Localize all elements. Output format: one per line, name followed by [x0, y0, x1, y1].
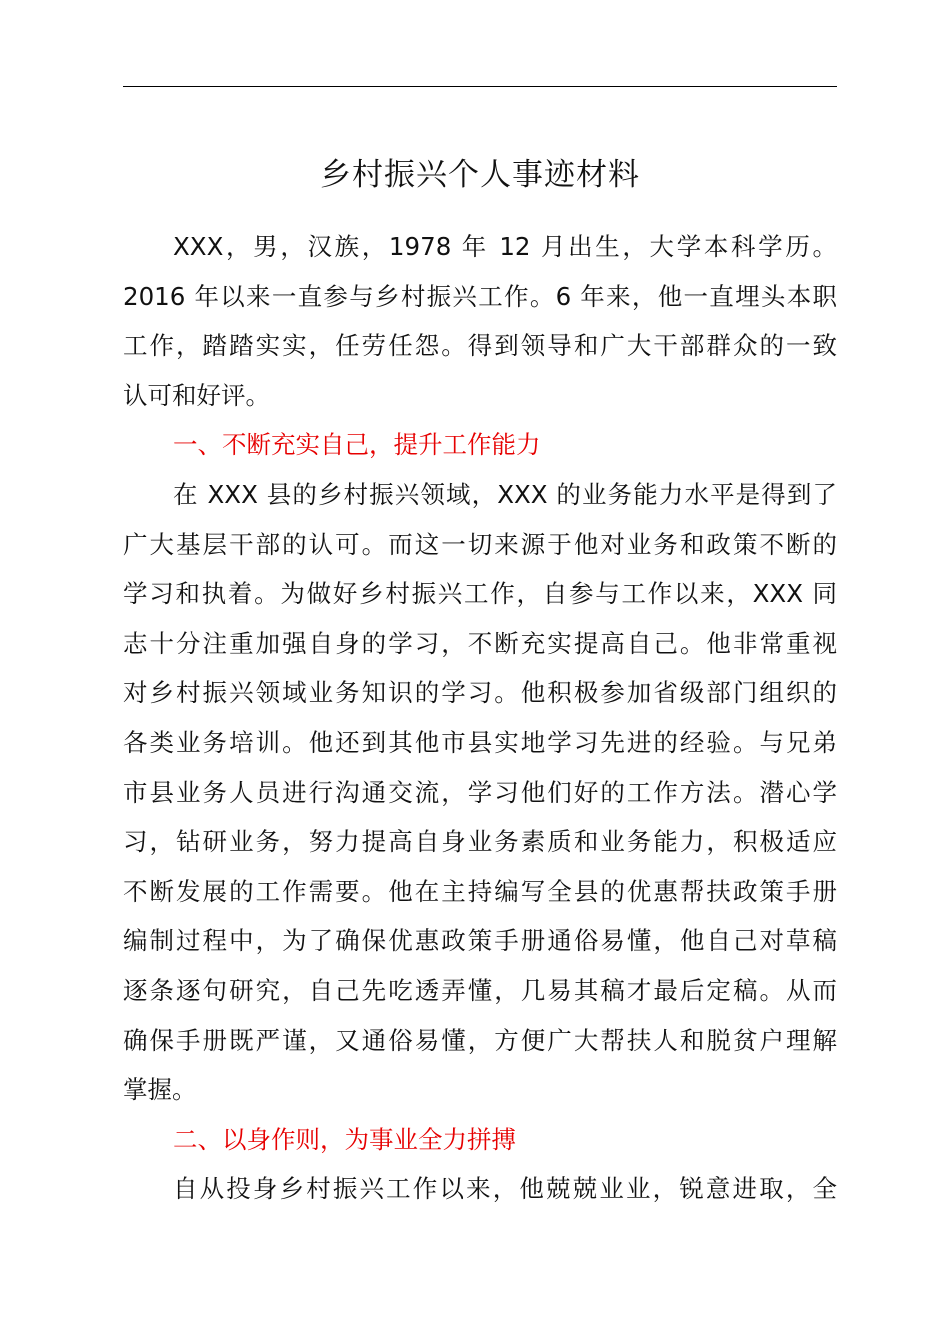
text-line: 认可和好评。	[123, 380, 270, 410]
section-heading	[123, 420, 837, 470]
text-line: 习，钻研业务，努力提高自身业务素质和业务能力，积极适应	[123, 827, 837, 857]
document-body	[123, 222, 837, 1214]
heading-line: 一、不断充实自己，提升工作能力	[173, 430, 541, 460]
text-line: 市县业务人员进行沟通交流，学习他们好的工作方法。潜心学	[123, 777, 837, 807]
text-line: 对乡村振兴领域业务知识的学习。他积极参加省级部门组织的	[123, 678, 837, 708]
heading-line: 二、以身作则，为事业全力拼搏	[173, 1124, 516, 1154]
text-line: 志十分注重加强自身的学习，不断充实提高自己。他非常重视	[123, 628, 837, 658]
body-paragraph	[123, 1164, 837, 1214]
text-line: 确保手册既严谨，又通俗易懂，方便广大帮扶人和脱贫户理解	[123, 1025, 837, 1055]
document-title: 乡村振兴个人事迹材料	[320, 157, 640, 193]
header-rule	[123, 86, 837, 87]
text-line: 学习和执着。为做好乡村振兴工作，自参与工作以来，XXX 同	[123, 579, 837, 609]
text-line: 自从投身乡村振兴工作以来，他兢兢业业，锐意进取，全	[173, 1174, 837, 1204]
text-line: 在 XXX 县的乡村振兴领域，XXX 的业务能力水平是得到了	[173, 479, 837, 509]
text-line: 工作，踏踏实实，任劳任怨。得到领导和广大干部群众的一致	[123, 331, 837, 361]
text-line: 逐条逐句研究，自己先吃透弄懂，几易其稿才最后定稿。从而	[123, 975, 837, 1005]
text-line: 各类业务培训。他还到其他市县实地学习先进的经验。与兄弟	[123, 727, 837, 757]
section-heading	[123, 1115, 837, 1165]
text-line: XXX，男，汉族，1978 年 12 月出生，大学本科学历。	[173, 232, 837, 261]
text-line: 不断发展的工作需要。他在主持编写全县的优惠帮扶政策手册	[123, 876, 837, 906]
text-line: 广大基层干部的认可。而这一切来源于他对业务和政策不断的	[123, 529, 837, 559]
body-paragraph	[123, 470, 837, 1115]
text-line: 编制过程中，为了确保优惠政策手册通俗易懂，他自己对草稿	[123, 926, 837, 956]
text-line: 掌握。	[123, 1075, 197, 1105]
text-line: 2016 年以来一直参与乡村振兴工作。6 年来，他一直埋头本职	[123, 281, 837, 311]
body-paragraph	[123, 222, 837, 420]
